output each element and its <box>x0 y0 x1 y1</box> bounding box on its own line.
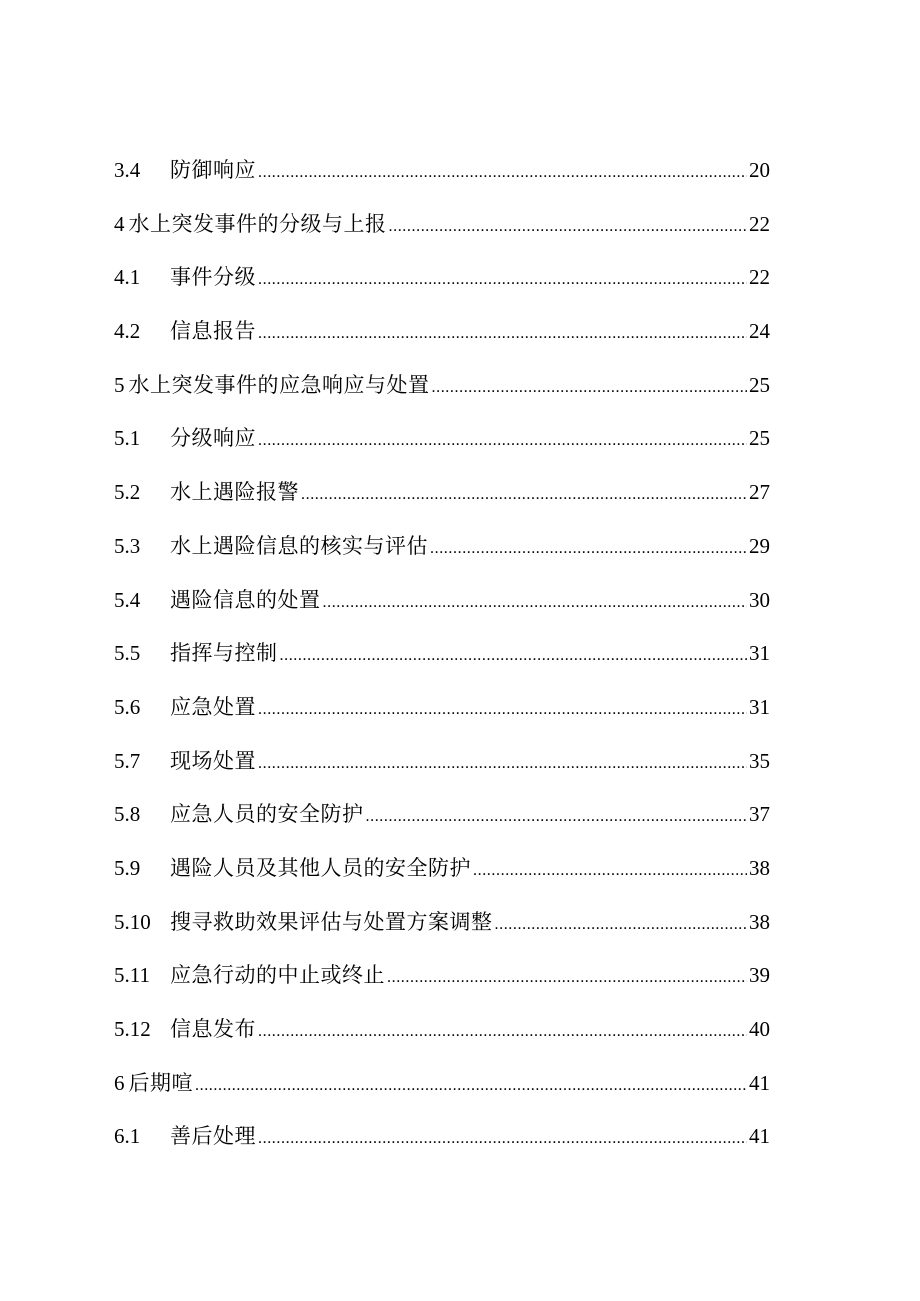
toc-entry-page: 31 <box>749 694 770 719</box>
toc-entry-title: 分级响应 <box>170 426 256 451</box>
toc-entry-number: 5.11 <box>114 963 150 988</box>
toc-entry-page: 39 <box>749 963 770 988</box>
toc-entry[interactable] <box>114 259 770 313</box>
toc-entry-number: 5.4 <box>114 587 141 612</box>
toc-entry-number: 5.3 <box>114 533 141 558</box>
toc-entry-title: 遇险信息的处置 <box>170 587 321 612</box>
dot-leader <box>258 155 747 191</box>
dot-leader <box>195 1068 747 1104</box>
toc-entry-title: 信息发布 <box>170 1017 256 1041</box>
toc-entry-title: 遇险人员及其他人员的安全防护 <box>170 855 471 880</box>
toc-entry-page: 27 <box>749 480 770 505</box>
dot-leader <box>258 423 747 459</box>
dot-leader <box>432 370 748 406</box>
dot-leader <box>258 1014 747 1050</box>
dot-leader <box>389 209 748 245</box>
toc-entry-title: 应急行动的中止或终止 <box>170 963 385 988</box>
toc-entry-number: 5.9 <box>114 855 141 880</box>
toc-entry[interactable] <box>114 474 770 528</box>
toc-entry[interactable] <box>114 689 770 743</box>
toc-entry[interactable] <box>114 635 770 689</box>
toc-entry-number: 5.10 <box>114 909 151 934</box>
toc-entry-page: 25 <box>749 426 770 451</box>
toc-entry-title: 善后处理 <box>170 1124 256 1149</box>
toc-entry-page: 22 <box>749 211 770 236</box>
toc-entry-page: 38 <box>749 855 770 880</box>
dot-leader <box>366 799 748 835</box>
toc-entry-title: 事件分级 <box>170 265 256 290</box>
dot-leader <box>258 316 747 352</box>
dot-leader <box>473 853 747 889</box>
toc-entry[interactable] <box>114 1065 770 1119</box>
toc-entry-title: 水上遇险信息的核实与评估 <box>170 533 428 558</box>
toc-entry-page: 30 <box>749 587 770 612</box>
toc-entry-title: 搜寻救助效果评估与处置方案调整 <box>170 909 493 934</box>
toc-entry-number: 4 <box>114 211 125 236</box>
toc-entry-number: 5.1 <box>114 426 141 451</box>
toc-entry[interactable] <box>114 1011 770 1065</box>
toc-entry-number: 6 <box>114 1070 125 1095</box>
toc-entry-number: 5 <box>114 372 125 397</box>
toc-entry-number: 5.2 <box>114 480 141 505</box>
toc-entry-page: 38 <box>749 909 770 934</box>
dot-leader <box>258 746 747 782</box>
dot-leader <box>301 477 747 513</box>
toc-entry-title: 水上遇险报警 <box>170 480 299 505</box>
toc-entry-title: 信息报告 <box>170 319 256 344</box>
toc-entry[interactable] <box>114 904 770 958</box>
toc-entry[interactable] <box>114 1118 770 1172</box>
dot-leader <box>258 1121 747 1157</box>
toc-entry-page: 35 <box>749 748 770 773</box>
toc-entry[interactable] <box>114 313 770 367</box>
toc-entry[interactable] <box>114 743 770 797</box>
toc-entry[interactable] <box>114 528 770 582</box>
toc-entry[interactable] <box>114 796 770 850</box>
toc-entry-title: 防御响应 <box>170 158 256 182</box>
toc-entry-title: 现场处置 <box>170 748 256 773</box>
toc-entry-page: 20 <box>749 158 770 182</box>
toc-entry-page: 25 <box>749 372 770 397</box>
toc-entry-number: 5.12 <box>114 1017 151 1041</box>
toc-entry-number: 5.8 <box>114 802 141 827</box>
toc-entry-title: 后期喧 <box>128 1070 193 1095</box>
dot-leader <box>258 262 747 298</box>
toc-entry-title: 指挥与控制 <box>170 641 278 666</box>
toc-entry[interactable] <box>114 152 770 206</box>
toc-entry-page: 22 <box>749 265 770 290</box>
toc-entry-number: 4.2 <box>114 319 141 344</box>
dot-leader <box>430 531 747 567</box>
dot-leader <box>280 638 748 674</box>
toc-entry-page: 37 <box>749 802 770 827</box>
dot-leader <box>495 907 748 943</box>
toc-entry-number: 5.5 <box>114 641 141 666</box>
toc-entry-title: 应急处置 <box>170 694 256 719</box>
toc-entry-page: 31 <box>749 641 770 666</box>
table-of-contents <box>114 152 770 1172</box>
dot-leader <box>387 960 747 996</box>
toc-entry[interactable] <box>114 420 770 474</box>
toc-entry-page: 40 <box>749 1017 770 1041</box>
toc-entry-title: 应急人员的安全防护 <box>170 802 364 827</box>
toc-entry-page: 24 <box>749 319 770 344</box>
toc-entry[interactable] <box>114 367 770 421</box>
toc-entry[interactable] <box>114 582 770 636</box>
toc-entry[interactable] <box>114 957 770 1011</box>
toc-entry-title: 水上突发事件的分级与上报 <box>128 211 387 236</box>
toc-entry-page: 41 <box>749 1124 770 1149</box>
toc-entry-number: 3.4 <box>114 158 141 182</box>
toc-entry-number: 6.1 <box>114 1124 141 1149</box>
toc-entry-number: 4.1 <box>114 265 141 290</box>
dot-leader <box>258 692 747 728</box>
toc-entry-number: 5.6 <box>114 694 141 719</box>
toc-entry[interactable] <box>114 206 770 260</box>
toc-entry-number: 5.7 <box>114 748 141 773</box>
toc-entry-page: 41 <box>749 1070 770 1095</box>
dot-leader <box>323 585 748 621</box>
toc-entry[interactable] <box>114 850 770 904</box>
toc-entry-title: 水上突发事件的应急响应与处置 <box>128 372 430 397</box>
toc-entry-page: 29 <box>749 533 770 558</box>
